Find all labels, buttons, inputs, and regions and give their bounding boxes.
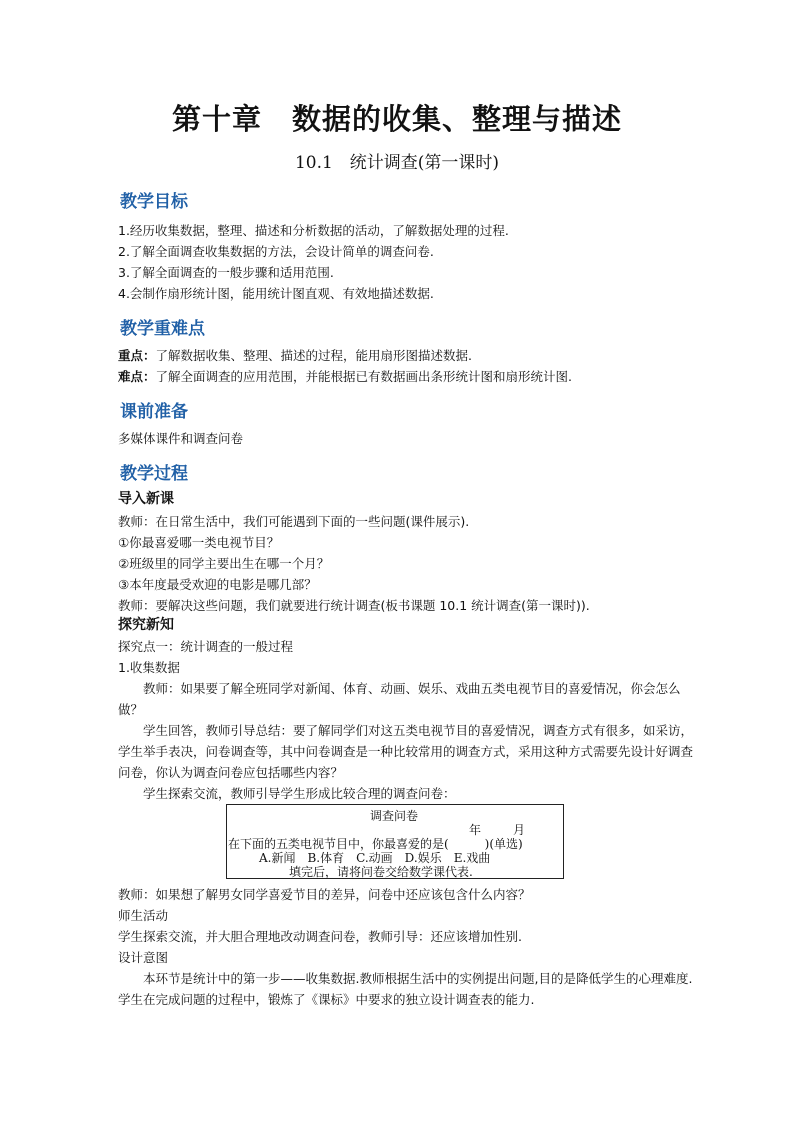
goal-item: 3.了解全面调查的一般步骤和适用范围. — [118, 265, 334, 280]
explore-point: 探究点一：统计调查的一般过程 — [118, 639, 294, 654]
chapter-title: 第十章 数据的收集、整理与描述 — [171, 102, 622, 136]
goals-heading: 教学目标 — [120, 192, 188, 212]
paragraph-question: 教师：如果要了解全班同学对新闻、体育、动画、娱乐、戏曲五类电视节目的喜爱情况，你会怎么做？ — [118, 681, 681, 717]
goal-item: 4.会制作扇形统计图，能用统计图直观、有效地描述数据. — [118, 286, 434, 301]
paragraph-followup: 教师：如果想了解男女同学喜爱节目的差异，问卷中还应该包含什么内容？ — [118, 887, 531, 902]
survey-month: 月 — [513, 823, 526, 837]
survey-options: A.新闻 B.体育 C.动画 D.娱乐 E.戏曲 — [259, 851, 491, 865]
survey-box — [226, 804, 564, 879]
section-subtitle: 10.1 统计调查(第一课时) — [294, 153, 500, 173]
paragraph-answer: 学生回答，教师引导总结：要了解同学们对这五类电视节目的喜爱情况，调查方式有很多，如采访，学生举手表决，问卷调查等，其中问卷调查是一种比较常用的调查方式，采用这种方式需要先设计好调查问卷，你认为调查问卷应包括哪些内容？ — [118, 723, 694, 780]
difficulty-text: 了解全面调查的应用范围，并能根据已有数据画出条形统计图和扇形统计图. — [155, 369, 572, 384]
difficulty-line — [118, 369, 572, 385]
paragraph-design: 本环节是统计中的第一步——收集数据.教师根据生活中的实例提出问题,目的是降低学生的心理难度.学生在完成问题的过程中，锻炼了《课标》中要求的独立设计调查表的能力. — [118, 971, 693, 1007]
paragraph-activity: 学生探索交流，并大胆合理地改动调查问卷，教师引导：还应该增加性别. — [118, 929, 522, 944]
step-collect: 1.收集数据 — [118, 660, 180, 675]
survey-note: 填完后，请将问卷交给数学课代表. — [289, 865, 473, 879]
paragraph-survey-intro: 学生探索交流，教师引导学生形成比较合理的调查问卷： — [143, 786, 456, 801]
prep-heading: 课前准备 — [120, 402, 188, 422]
survey-year: 年 — [469, 823, 482, 837]
explore-heading: 探究新知 — [118, 617, 174, 633]
focus-line — [118, 348, 472, 364]
survey-question: 在下面的五类电视节目中，你最喜爱的是( )(单选) — [228, 837, 523, 851]
intro-line: 教师：要解决这些问题，我们就要进行统计调查(板书课题 10.1 统计调查(第一课时)). — [118, 598, 590, 613]
intro-line: 教师：在日常生活中，我们可能遇到下面的一些问题(课件展示). — [118, 514, 470, 529]
focus-label: 重点： — [118, 348, 156, 363]
goal-item: 2.了解全面调查收集数据的方法，会设计简单的调查问卷. — [118, 244, 434, 259]
keypoints-heading: 教学重难点 — [120, 319, 205, 339]
survey-title: 调查问卷 — [370, 809, 419, 823]
intro-line: ②班级里的同学主要出生在哪一个月？ — [118, 556, 330, 571]
difficulty-label: 难点： — [118, 369, 156, 384]
process-heading: 教学过程 — [120, 464, 188, 484]
goal-item: 1.经历收集数据，整理、描述和分析数据的活动，了解数据处理的过程. — [118, 223, 509, 238]
prep-text: 多媒体课件和调查问卷 — [118, 431, 244, 446]
intro-line: ③本年度最受欢迎的电影是哪几部？ — [118, 577, 317, 592]
design-label: 设计意图 — [118, 950, 169, 965]
activity-label: 师生活动 — [118, 908, 169, 923]
intro-line: ①你最喜爱哪一类电视节目？ — [118, 535, 280, 550]
focus-text: 了解数据收集、整理、描述的过程，能用扇形图描述数据. — [155, 348, 472, 363]
intro-heading: 导入新课 — [118, 491, 174, 507]
